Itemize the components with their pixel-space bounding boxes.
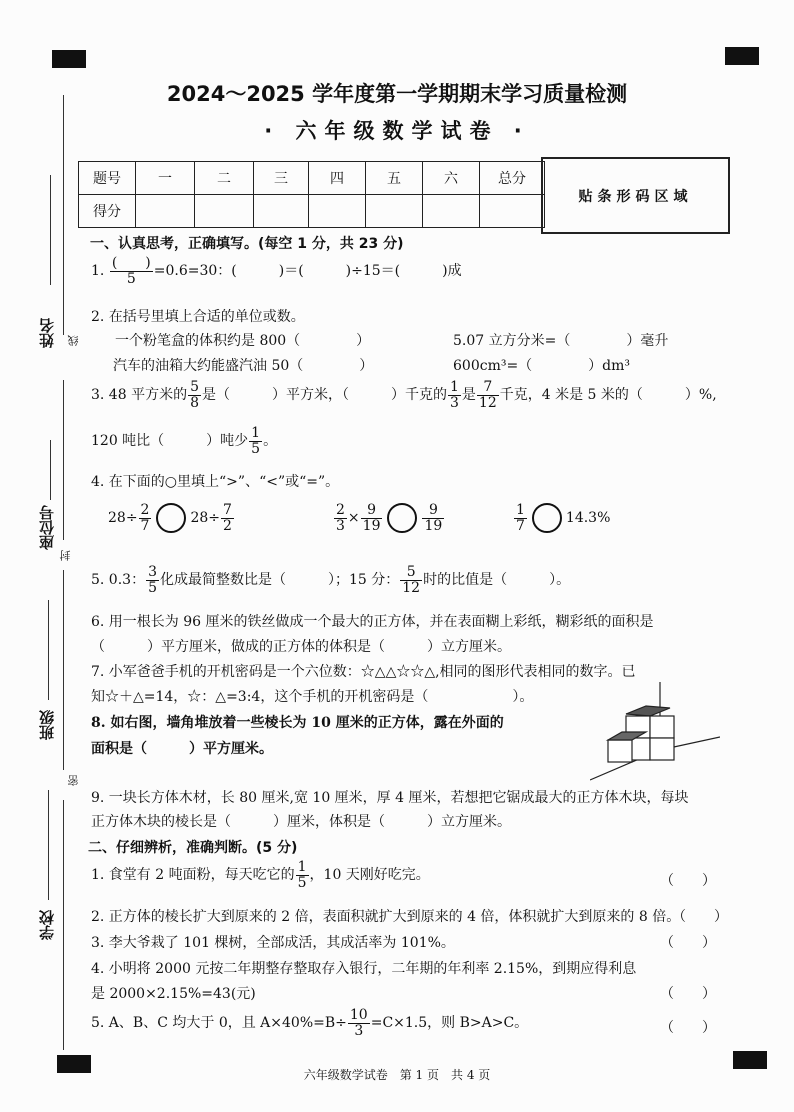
question-1-4-expr-2 [333, 503, 445, 533]
q-number: 2. [91, 309, 105, 325]
judge-question-3: 3. 李大爷栽了 101 棵树，全部成活，其成活率为 101%。 [91, 935, 455, 951]
binding-line [63, 570, 64, 770]
numerator: 5 [400, 565, 422, 581]
denominator: 5 [297, 874, 307, 891]
score-blank-cell[interactable] [480, 195, 545, 228]
section-1-heading: 一、认真思考，正确填写。(每空 1 分，共 23 分) [90, 236, 404, 252]
fraction [400, 565, 422, 595]
score-table [78, 161, 545, 228]
barcode-area: 贴条形码区域 [541, 157, 730, 234]
school-label: 学校 [38, 910, 56, 940]
denominator: 3 [354, 1022, 364, 1039]
binding-line [63, 800, 64, 1050]
score-cell: 三 [254, 162, 309, 195]
question-1-3-line2 [91, 426, 277, 456]
question-1-2c: 汽车的油箱大约能盛汽油 50（ ） [113, 358, 374, 374]
denominator: 12 [478, 394, 497, 411]
seat-underline [50, 440, 51, 500]
denominator: 2 [223, 517, 232, 534]
cube-front-face [650, 738, 674, 760]
q-text: 120 吨比（ ）吨少 [91, 433, 249, 450]
school-underline [48, 790, 49, 900]
q-text: 14.3% [565, 510, 611, 527]
exam-title: 2024～2025 学年度第一学期期末学习质量检测 [166, 82, 628, 106]
question-1-4-expr-1 [108, 503, 235, 533]
question-1-6-line-1: 6. 用一根长为 96 厘米的铁丝做成一个最大的正方体，并在表面糊上彩纸，糊彩纸的面积是 [91, 614, 654, 630]
fraction [334, 503, 347, 533]
denominator: 7 [140, 517, 150, 534]
numerator: 9 [361, 503, 383, 519]
fraction [146, 565, 159, 595]
numerator: 1 [251, 425, 261, 441]
q-text: 千克，4 米是 5 米的（ ）%, [499, 387, 717, 404]
numerator: 7 [477, 380, 499, 396]
cube-top-face [626, 706, 670, 716]
cut-line-mark-3: 密 [67, 775, 80, 786]
q-text: 28÷ [108, 510, 138, 527]
cube-front-face [650, 716, 674, 738]
score-cell: 一 [136, 162, 195, 195]
score-cell: 总分 [480, 162, 545, 195]
fraction [296, 860, 309, 890]
fraction [110, 256, 153, 286]
denominator: 12 [402, 579, 421, 596]
denominator: 5 [251, 440, 261, 457]
compare-circle[interactable] [387, 503, 417, 533]
q-text: =C×1.5，则 B>A>C。 [370, 1015, 529, 1032]
name-label: 姓名 [38, 318, 56, 348]
question-1-9-line-2: 正方体木块的棱长是（ ）厘米，体积是（ ）立方厘米。 [91, 814, 511, 830]
question-1-8-line-2: 面积是（ ）平方厘米。 [91, 741, 273, 757]
fraction [361, 503, 383, 533]
fraction [188, 380, 201, 410]
score-cell: 五 [366, 162, 423, 195]
q-text: 在括号里填上合适的单位或数。 [108, 309, 305, 325]
score-cell: 二 [195, 162, 254, 195]
judge-question-4-line-2: 是 2000×2.15%=43(元) [91, 986, 256, 1002]
q-text: 化成最简整数比是（ ）；15 分： [160, 572, 400, 589]
question-1-5 [91, 565, 570, 595]
denominator: 19 [424, 517, 443, 534]
numerator: 3 [148, 564, 157, 580]
cube-front-face [608, 740, 632, 762]
numerator: 2 [336, 502, 345, 518]
binding-line [63, 95, 64, 335]
score-cell: 六 [423, 162, 480, 195]
page-footer: 六年级数学试卷 第 1 页 共 4 页 [303, 1068, 491, 1082]
answer-parentheses[interactable]: （ ） [660, 873, 716, 889]
numerator: 2 [140, 502, 150, 518]
fraction [348, 1008, 370, 1038]
score-table-score-row [79, 195, 545, 228]
numerator: 1 [297, 859, 307, 875]
fraction [139, 503, 152, 533]
fraction [448, 380, 461, 410]
fraction [477, 380, 499, 410]
cube-stack-figure [590, 682, 720, 782]
q-text: 5. 0.3： [91, 572, 146, 589]
fraction [514, 503, 527, 533]
denominator: 19 [362, 517, 381, 534]
cut-line-mark-2: 封 [59, 550, 72, 561]
question-1-7-line-1: 7. 小军爸爸手机的开机密码是一个六位数：☆△△☆☆△,相同的图形代表相同的数字。已 [91, 664, 636, 680]
numerator: 7 [223, 502, 232, 518]
class-label: 班级 [38, 710, 56, 740]
score-blank-cell[interactable] [309, 195, 366, 228]
denominator: 3 [450, 394, 459, 411]
fraction [422, 503, 444, 533]
class-underline [48, 600, 49, 700]
answer-parentheses[interactable]: （ ） [660, 935, 716, 951]
answer-parentheses[interactable]: （ ） [660, 986, 716, 1002]
fraction [221, 503, 234, 533]
judge-question-4-line-1: 4. 小明将 2000 元按二年期整存整取存入银行，二年期的年利率 2.15%，到期应得利息 [91, 961, 637, 977]
answer-parentheses[interactable]: （ ） [672, 909, 728, 925]
denominator: 5 [126, 270, 136, 287]
q-text: =0.6=30：( )＝( )÷15＝( )成 [153, 263, 462, 280]
judge-question-2: 2. 正方体的棱长扩大到原来的 2 倍，表面积就扩大到原来的 4 倍，体积就扩大到原来的 8 倍。 [91, 909, 681, 925]
judge-question-1 [91, 860, 430, 890]
numerator: 5 [190, 379, 199, 395]
question-1-2 [91, 306, 305, 326]
question-1-9-line-1: 9. 一块长方体木材，长 80 厘米,宽 10 厘米，厚 4 厘米，若想把它锯成最大的正方体木块，每块 [91, 790, 689, 806]
question-1-3 [91, 380, 717, 410]
name-underline [50, 175, 51, 285]
compare-circle[interactable] [532, 503, 562, 533]
numerator: 9 [422, 503, 444, 519]
q-text: 时的比值是（ ）。 [423, 572, 571, 589]
seat-label: 座位号 [38, 505, 56, 550]
q-text: 28÷ [190, 510, 221, 527]
question-1-8-line-1: 8. 如右图，墙角堆放着一些棱长为 10 厘米的正方体，露在外面的 [91, 715, 504, 731]
corner-marker-top-left [52, 50, 86, 68]
question-1-2a: 一个粉笔盒的体积约是 800（ ） [115, 333, 371, 349]
score-blank-cell[interactable] [423, 195, 480, 228]
score-blank-cell[interactable] [254, 195, 309, 228]
section-2-heading: 二、仔细辨析，准确判断。(5 分) [88, 840, 298, 856]
question-1-4-expr-3 [513, 503, 610, 533]
q-text: 3. 48 平方米的 [91, 387, 188, 404]
q-text: 是 [461, 387, 476, 404]
score-cell: 四 [309, 162, 366, 195]
score-blank-cell[interactable] [195, 195, 254, 228]
corner-marker-top-right [725, 47, 759, 65]
question-1-4: 4. 在下面的○里填上“>”、“<”或“=”。 [91, 474, 340, 490]
question-1-7-line-2: 知☆＋△=14，☆：△=3:4，这个手机的开机密码是（ ）。 [91, 689, 534, 705]
answer-parentheses[interactable]: （ ） [660, 1020, 716, 1036]
denominator: 3 [336, 517, 345, 534]
question-1-6-line-2: （ ）平方厘米，做成的正方体的体积是（ ）立方厘米。 [91, 639, 511, 655]
score-cell: 题号 [79, 162, 136, 195]
score-blank-cell[interactable] [136, 195, 195, 228]
q-text: 是（ ）平方米，（ ）千克的 [202, 387, 447, 404]
operator: × [347, 510, 360, 527]
q-text: 。 [263, 433, 278, 450]
question-1-1 [91, 256, 462, 286]
score-blank-cell[interactable] [366, 195, 423, 228]
score-table-header-row [79, 162, 545, 195]
denominator: 8 [190, 394, 199, 411]
q-text: 5. A、B、C 均大于 0，且 A×40%=B÷ [91, 1015, 347, 1032]
denominator: 5 [148, 579, 157, 596]
compare-circle[interactable] [156, 503, 186, 533]
numerator: 1 [450, 379, 459, 395]
numerator: 1 [516, 502, 525, 518]
question-1-2b: 5.07 立方分米=（ ）毫升 [453, 333, 669, 349]
judge-question-5 [91, 1008, 528, 1038]
denominator: 7 [516, 517, 525, 534]
numerator: 10 [349, 1007, 368, 1023]
fraction [249, 426, 262, 456]
question-1-2d: 600cm³=（ ）dm³ [453, 358, 631, 374]
binding-line [63, 380, 64, 540]
cut-line-mark-1: 线 [67, 335, 80, 346]
q-number: 1. [91, 263, 105, 280]
q-text: 1. 食堂有 2 吨面粉，每天吃它的 [91, 867, 295, 884]
score-label-cell: 得分 [79, 195, 136, 228]
numerator: ( ) [111, 255, 151, 271]
exam-subtitle: · 六年级数学试卷 · [264, 119, 530, 143]
q-text: ，10 天刚好吃完。 [309, 867, 430, 884]
